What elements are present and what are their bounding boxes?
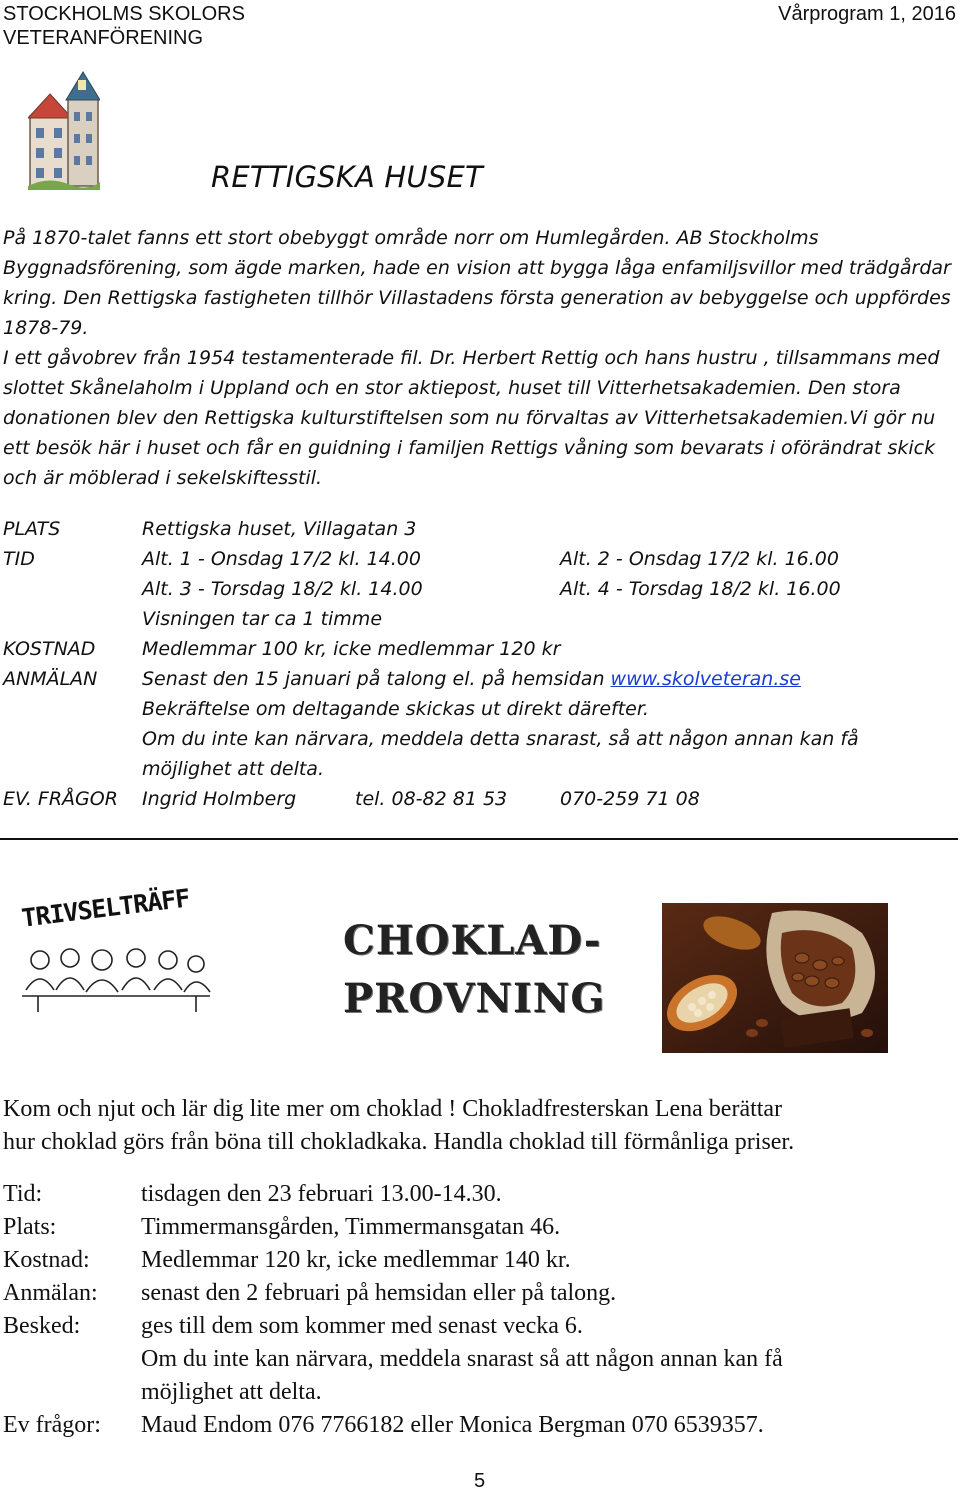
- kostnad-value: Medlemmar 100 kr, icke medlemmar 120 kr: [142, 638, 561, 660]
- plats-value-2: Timmermansgården, Timmermansgatan 46.: [141, 1214, 561, 1240]
- time-alt-3: Alt. 3 - Torsdag 18/2 kl. 14.00: [142, 578, 423, 600]
- time-alt-2: Alt. 2 - Onsdag 17/2 kl. 16.00: [560, 548, 839, 570]
- chocolate-photo: [662, 903, 888, 1053]
- cancel-note-line-2: möjlighet att delta.: [142, 758, 324, 780]
- intro-paragraph-1: På 1870-talet fanns ett stort obebyggt område norr om Humlegården. AB Stockholms Byggnadsförening, som ägde marken, hade en vision att bygga låga enfamiljsvillor med trädgårdar kring. Den Rettigska fastigheten tillhör Villastadens första generation av bebyggelse och uppfördes 1878-79.: [3, 227, 951, 339]
- intro-paragraph-2: I ett gåvobrev från 1954 testamenterade fil. Dr. Herbert Rettig och hans hustru , tillsammans med slottet Skånelaholm i Uppland och en stor aktiepost, huset till Vitterhetsakademien. Den stora donationen blev den Rettigska kulturstiftelsen som nu förvaltas av Vitterhetsakademien.Vi gör nu ett besök här i huset och får en guidning i familjen Rettigs våning som bevarats i oförändrat skick och är möblerad i sekelskiftesstil.: [3, 347, 940, 489]
- event-title: RETTIGSKA HUSET: [211, 160, 483, 194]
- chocolate-intro-line-1: Kom och njut och lär dig lite mer om choklad ! Chokladfresterskan Lena berättar: [3, 1096, 783, 1122]
- anmalan-label: ANMÄLAN: [3, 668, 98, 690]
- kostnad-value-2: Medlemmar 120 kr, icke medlemmar 140 kr.: [141, 1247, 571, 1273]
- cancel-note-line-1: Om du inte kan närvara, meddela detta snarast, så att någon annan kan få: [142, 728, 859, 750]
- org-line-1: STOCKHOLMS SKOLORS: [3, 3, 245, 25]
- confirmation-note: Bekräftelse om deltagande skickas ut direkt därefter.: [142, 698, 649, 720]
- anmalan-text: Senast den 15 januari på talong el. på hemsidan: [142, 668, 611, 690]
- tid-label-2: Tid:: [3, 1181, 43, 1207]
- kostnad-label: KOSTNAD: [3, 638, 96, 660]
- trivseltraff-logo-text: TRIVSELTRÄFF: [20, 883, 191, 933]
- time-alt-1: Alt. 1 - Onsdag 17/2 kl. 14.00: [142, 548, 421, 570]
- section-divider: [0, 838, 958, 840]
- kostnad-label-2: Kostnad:: [3, 1247, 90, 1273]
- time-alt-4: Alt. 4 - Torsdag 18/2 kl. 16.00: [560, 578, 841, 600]
- tid-label: TID: [3, 548, 35, 570]
- besked-label: Besked:: [3, 1313, 81, 1339]
- anmalan-value-2: senast den 2 februari på hemsidan eller på talong.: [141, 1280, 617, 1306]
- cancel-note-2-line-1: Om du inte kan närvara, meddela snarast så att någon annan kan få: [141, 1346, 783, 1372]
- duration-note: Visningen tar ca 1 timme: [142, 608, 383, 630]
- fragor-value-2: Maud Endom 076 7766182 eller Monica Bergman 070 6539357.: [141, 1412, 764, 1438]
- fragor-label-2: Ev frågor:: [3, 1412, 101, 1438]
- chocolate-intro-line-2: hur choklad görs från böna till chokladkaka. Handla choklad till förmånliga priser.: [3, 1129, 795, 1155]
- town-logo-image: [28, 68, 100, 190]
- plats-value: Rettigska huset, Villagatan 3: [142, 518, 417, 540]
- plats-label-2: Plats:: [3, 1214, 57, 1240]
- page-number: 5: [474, 1470, 486, 1492]
- trivseltraff-logo: [18, 883, 213, 1018]
- tid-value-2: tisdagen den 23 februari 13.00-14.30.: [141, 1181, 502, 1207]
- chocolate-title-line-2: PROVNING: [343, 975, 606, 1022]
- cancel-note-2-line-2: möjlighet att delta.: [141, 1379, 322, 1405]
- plats-label: PLATS: [3, 518, 61, 540]
- people-sketch-image: [18, 946, 213, 1016]
- anmalan-label-2: Anmälan:: [3, 1280, 98, 1306]
- fragor-label: EV. FRÅGOR: [3, 788, 118, 810]
- org-line-2: VETERANFÖRENING: [3, 27, 204, 49]
- chocolate-title-line-1: CHOKLAD-: [343, 917, 602, 964]
- fragor-mobile: 070-259 71 08: [560, 788, 700, 810]
- organization-name: [3, 2, 245, 50]
- website-link[interactable]: www.skolveteran.se: [610, 668, 801, 690]
- besked-value: ges till dem som kommer med senast vecka 6.: [141, 1313, 583, 1339]
- chocolate-title: [343, 912, 606, 1028]
- anmalan-value: [142, 664, 801, 694]
- fragor-contact-name: Ingrid Holmberg: [142, 788, 297, 810]
- fragor-phone: tel. 08-82 81 53: [355, 788, 508, 810]
- program-label: Vårprogram 1, 2016: [778, 3, 956, 25]
